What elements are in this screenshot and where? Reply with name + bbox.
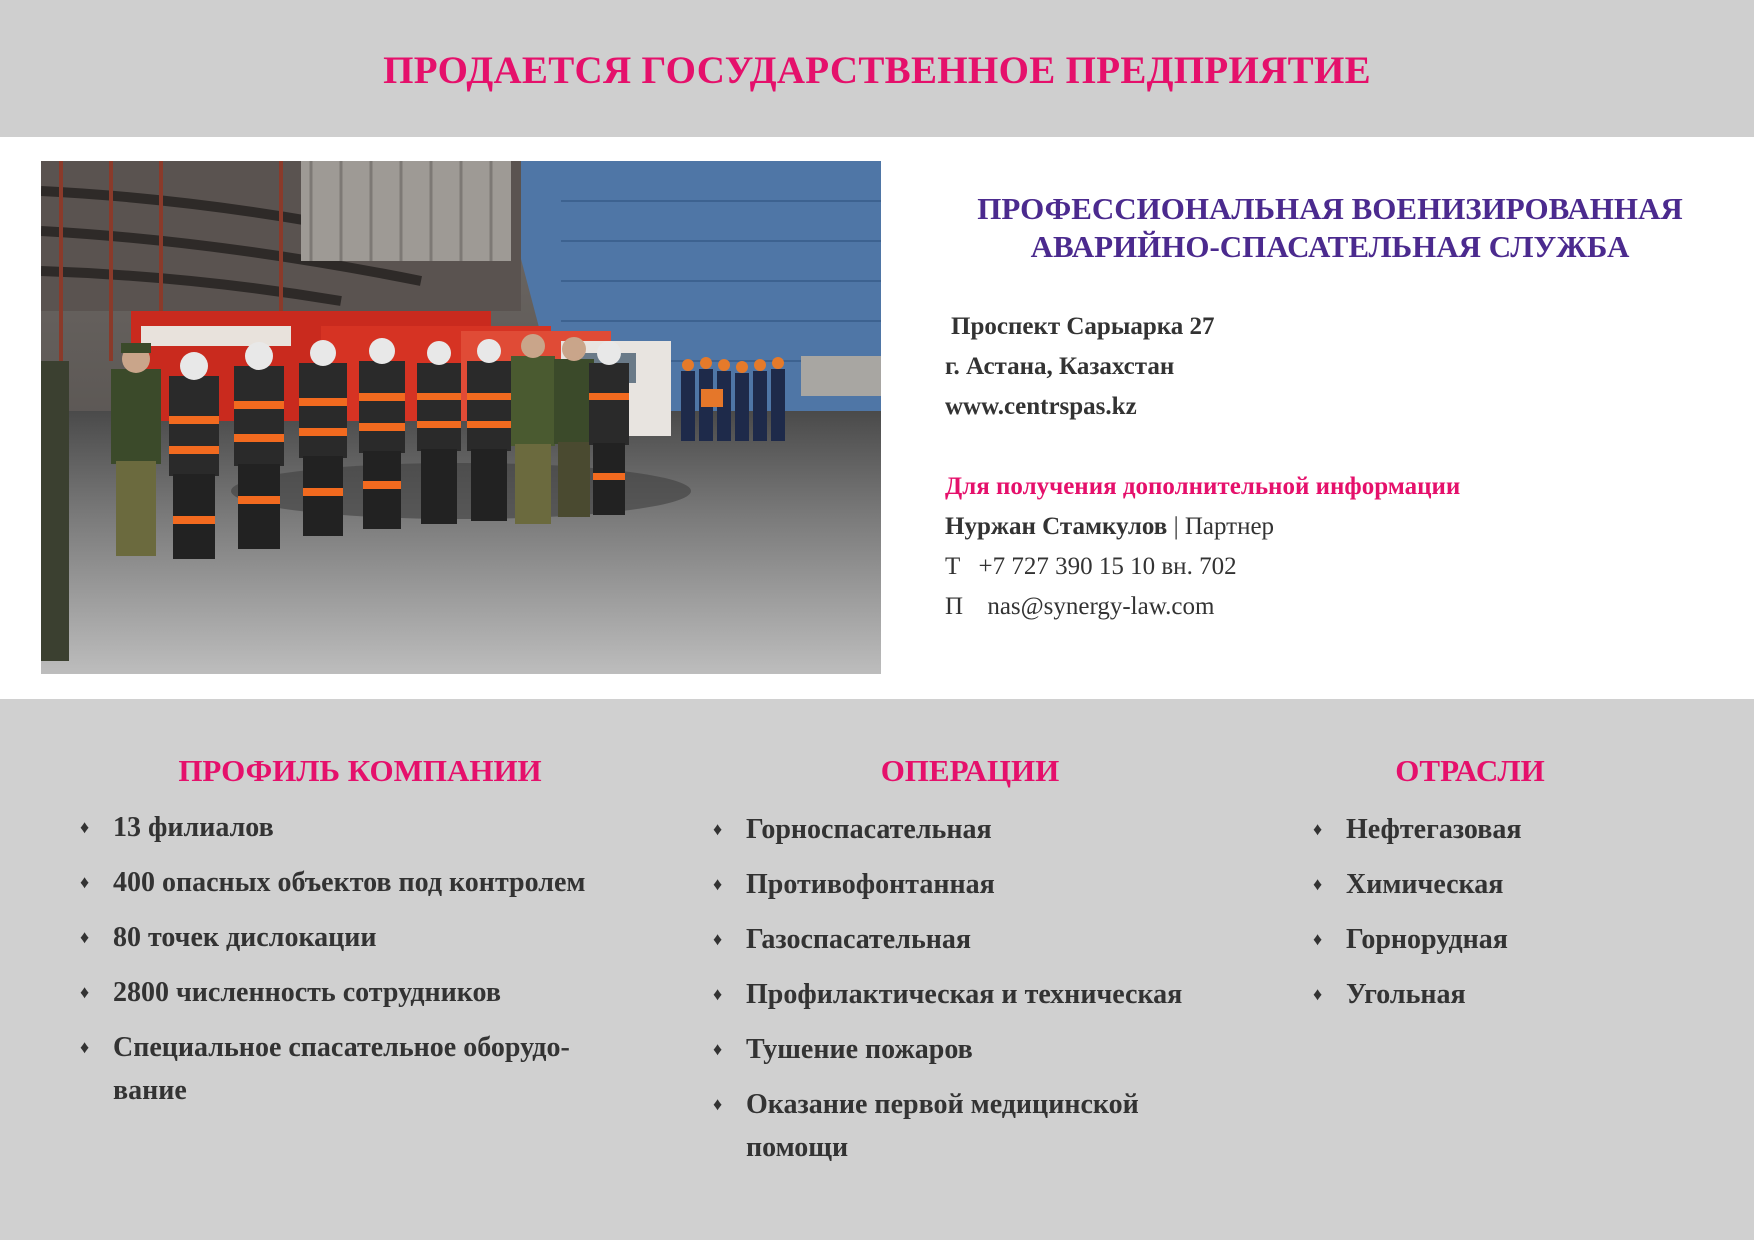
profile-heading: ПРОФИЛЬ КОМПАНИИ: [178, 753, 542, 788]
website-link[interactable]: www.centrspas.kz: [945, 393, 1137, 420]
list-item: ♦ 2800 численность сотрудников: [80, 971, 660, 1014]
bullet-icon: ♦: [713, 1039, 723, 1059]
contact-person: [945, 513, 1274, 541]
bullet-icon: ♦: [713, 984, 723, 1004]
list-item: ♦ Профилактическая и техническая: [713, 973, 1253, 1016]
list-item: ♦ Газоспасательная: [713, 918, 1253, 961]
industries-heading: ОТРАСЛИ: [1395, 753, 1545, 788]
bullet-icon: ♦: [80, 872, 90, 892]
contact-phone-row: [945, 553, 1237, 581]
operations-heading: ОПЕРАЦИИ: [880, 753, 1060, 788]
address-line2: г. Астана, Казахстан: [945, 353, 1175, 380]
bullet-icon: ♦: [713, 1094, 723, 1114]
rescue-team-photo: [41, 161, 881, 674]
page-title: ПРОДАЕТСЯ ГОСУДАРСТВЕННОЕ ПРЕДПРИЯТИЕ: [383, 49, 1371, 92]
list-item: ♦ Горноспасательная: [713, 808, 1253, 851]
bullet-icon: ♦: [713, 819, 723, 839]
bullet-icon: ♦: [1313, 874, 1323, 894]
bullet-icon: ♦: [713, 929, 723, 949]
bullet-icon: ♦: [80, 1037, 90, 1057]
contact-name: Нуржан Стамкулов: [945, 513, 1168, 540]
bullet-icon: ♦: [1313, 819, 1323, 839]
list-item: ♦ 80 точек дислокации: [80, 916, 660, 959]
list-item: ♦ Специальное спасательное оборудо-вание: [80, 1026, 660, 1112]
bullet-icon: ♦: [713, 874, 723, 894]
list-item: ♦ Нефтегазовая: [1313, 808, 1733, 851]
bullet-icon: ♦: [80, 817, 90, 837]
email-label: П: [945, 593, 964, 620]
bullet-icon: ♦: [1313, 984, 1323, 1004]
bullet-icon: ♦: [80, 982, 90, 1002]
list-item: ♦ 13 филиалов: [80, 806, 660, 849]
list-item: ♦ Химическая: [1313, 863, 1733, 906]
list-item: ♦ Горнорудная: [1313, 918, 1733, 961]
contact-role: | Партнер: [1173, 513, 1275, 540]
list-item: ♦ Противофонтанная: [713, 863, 1253, 906]
list-item: ♦ Угольная: [1313, 973, 1733, 1016]
list-item: ♦ 400 опасных объектов под контролем: [80, 861, 660, 904]
header-band: [0, 0, 1754, 137]
bullet-icon: ♦: [1313, 929, 1323, 949]
list-item: ♦ Тушение пожаров: [713, 1028, 1253, 1071]
bullet-icon: ♦: [80, 927, 90, 947]
organization-title-line1: ПРОФЕССИОНАЛЬНАЯ ВОЕНИЗИРОВАННАЯ: [977, 191, 1683, 226]
address-line1: Проспект Сарыарка 27: [951, 313, 1215, 340]
contact-heading: Для получения дополнительной информации: [945, 473, 1461, 500]
organization-title: [930, 190, 1730, 266]
list-item: ♦ Оказание первой медицинской помощи: [713, 1083, 1216, 1169]
profile-list: [80, 806, 660, 1124]
phone-number[interactable]: +7 727 390 15 10 вн. 702: [978, 553, 1237, 580]
industries-list: [1313, 808, 1733, 1028]
email-address[interactable]: nas@synergy-law.com: [987, 593, 1215, 620]
operations-list: [713, 808, 1253, 1181]
organization-title-line2: АВАРИЙНО-СПАСАТЕЛЬНАЯ СЛУЖБА: [1030, 229, 1630, 264]
contact-email-row: [945, 593, 1214, 621]
phone-label: Т: [945, 553, 961, 580]
